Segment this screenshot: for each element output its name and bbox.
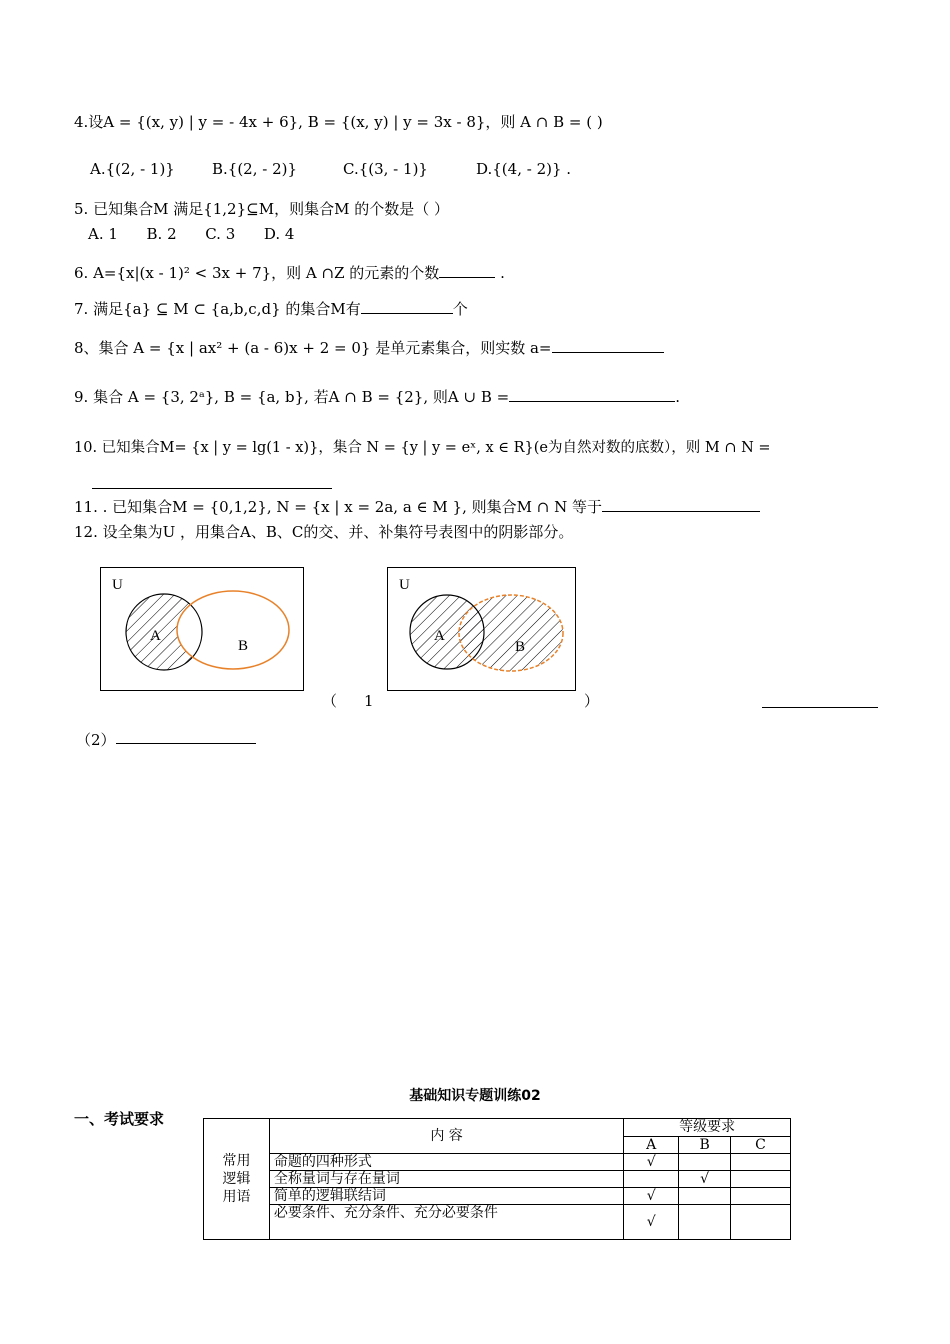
- question-4-option-a: A.{(2, - 1)}: [90, 160, 175, 178]
- row-content: 必要条件、充分条件、充分必要条件: [269, 1205, 623, 1240]
- category-cell: [204, 1119, 270, 1240]
- header-content: 内 容: [269, 1119, 623, 1154]
- answer-2-label: （2）: [76, 731, 116, 749]
- row-content: 全称量词与存在量词: [269, 1171, 623, 1188]
- table-row: [204, 1171, 791, 1188]
- label-b: B: [238, 638, 249, 654]
- question-5-stem: 5. 已知集合M 满足{1,2}⊆M，则集合M 的个数是（ ）: [74, 200, 449, 218]
- question-9-blank[interactable]: [509, 387, 675, 402]
- category-line: 常用: [222, 1153, 251, 1169]
- requirements-table: [203, 1118, 791, 1240]
- row-b: [679, 1205, 731, 1240]
- question-4-option-c: C.{(3, - 1)}: [343, 160, 428, 178]
- venn-diagram-1: [100, 567, 304, 691]
- answer-2-blank[interactable]: [116, 743, 256, 744]
- row-a: [624, 1171, 679, 1188]
- row-c: [731, 1154, 791, 1171]
- row-b: [679, 1154, 731, 1171]
- table-row: [204, 1188, 791, 1205]
- answer-1-number: 1: [364, 692, 374, 710]
- answer-1-open: （: [322, 692, 338, 710]
- question-6-text: 6. A={x|(x - 1)² < 3x + 7}，则 A ∩Z 的元素的个数: [74, 264, 440, 282]
- section-title: 基础知识专题训练02: [409, 1088, 541, 1104]
- question-7-blank[interactable]: [361, 299, 453, 314]
- level-c-header: C: [731, 1136, 791, 1154]
- category-line: 用语: [222, 1189, 251, 1205]
- label-u: U: [399, 577, 410, 593]
- question-11-text: 11. . 已知集合M = {0,1,2}, N = {x | x = 2a, a ∈ M }, 则集合M ∩ N 等于: [74, 498, 602, 516]
- row-content: 简单的逻辑联结词: [269, 1188, 623, 1205]
- header-level: 等级要求: [624, 1119, 791, 1137]
- question-6-blank[interactable]: [439, 263, 495, 278]
- row-a: √: [624, 1154, 679, 1171]
- question-10-text: 10. 已知集合M= {x | y = lg(1 - x)}，集合 N = {y | y = eˣ, x ∈ R}(e为自然对数的底数），则 M ∩ N =: [74, 440, 771, 456]
- question-11-blank[interactable]: [602, 497, 760, 512]
- table-row: [204, 1205, 791, 1240]
- question-9-tail: .: [675, 388, 680, 406]
- level-b-header: B: [679, 1136, 731, 1154]
- row-b: [679, 1188, 731, 1205]
- row-c: [731, 1171, 791, 1188]
- section-heading: 一、考试要求: [74, 1110, 165, 1128]
- question-9-text: 9. 集合 A = {3, 2ᵃ}, B = {a, b}, 若A ∩ B = {2}, 则A ∪ B =: [74, 388, 510, 406]
- row-a: √: [624, 1205, 679, 1240]
- row-c: [731, 1205, 791, 1240]
- question-8-text: 8、集合 A = {x | ax² + (a - 6)x + 2 = 0} 是单元素集合，则实数 a=: [74, 339, 552, 357]
- answer-1-close: ）: [584, 692, 600, 710]
- question-8: [74, 337, 664, 358]
- question-4-stem: 4.设A = {(x, y) | y = - 4x + 6}, B = {(x, y) | y = 3x - 8}，则 A ∩ B = ( ): [74, 113, 603, 131]
- label-a: A: [150, 628, 161, 644]
- question-7-tail: 个: [452, 300, 468, 318]
- question-10-blank[interactable]: [92, 488, 332, 489]
- label-u: U: [112, 577, 123, 593]
- question-4-option-d: D.{(4, - 2)} .: [476, 160, 572, 178]
- label-a: A: [434, 628, 445, 644]
- question-6-tail: .: [500, 264, 505, 282]
- table-row: [204, 1154, 791, 1171]
- venn-diagram-2: [387, 567, 576, 691]
- row-c: [731, 1188, 791, 1205]
- row-a: √: [624, 1188, 679, 1205]
- level-a-header: A: [624, 1136, 679, 1154]
- question-6: [74, 262, 505, 283]
- question-7-text: 7. 满足{a} ⊆ M ⊂ {a,b,c,d} 的集合M有: [74, 300, 361, 318]
- question-9: [74, 386, 680, 407]
- question-4-option-b: B.{(2, - 2)}: [212, 160, 298, 178]
- question-5-options: A. 1 B. 2 C. 3 D. 4: [88, 225, 295, 243]
- answer-1-blank[interactable]: [762, 707, 878, 708]
- question-7: [74, 298, 468, 319]
- row-b: √: [679, 1171, 731, 1188]
- question-12-text: 12. 设全集为U ，用集合A、B、C的交、并、补集符号表图中的阴影部分。: [74, 523, 574, 541]
- label-b: B: [515, 639, 526, 655]
- question-8-blank[interactable]: [552, 338, 664, 353]
- question-11: [74, 496, 760, 517]
- category-line: 逻辑: [222, 1171, 251, 1187]
- row-content: 命题的四种形式: [269, 1154, 623, 1171]
